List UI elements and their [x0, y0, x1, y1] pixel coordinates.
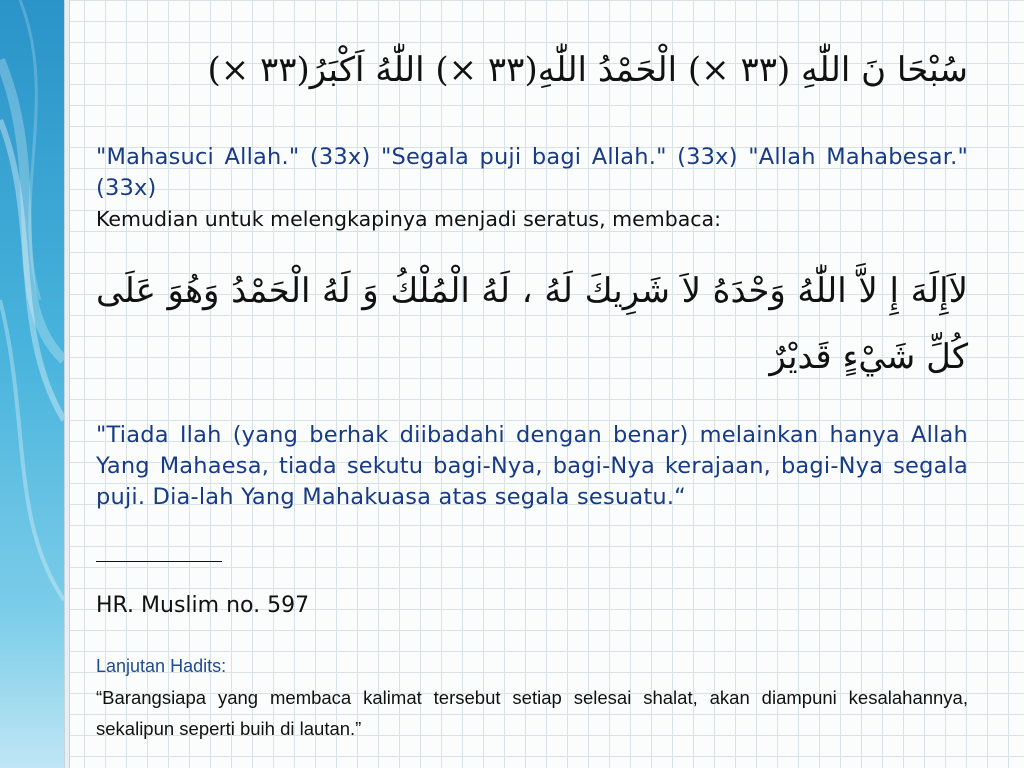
decorative-sidebar	[0, 0, 64, 768]
tasbih-translation: "Mahasuci Allah." (33x) "Segala puji bagi Allah." (33x) "Allah Mahabesar." (33x)	[96, 144, 968, 201]
arabic-tahlil-text: لاَإِلَهَ إِ لاَّ اللّٰهُ وَحْدَهُ لاَ شَرِيكَ لَهُ ، لَهُ الْمُلْكُ وَ لَهُ الْحَمْدُ وَهُوَ عَلَى كُلِّ شَيْءٍ قَديْرٌ	[96, 271, 968, 377]
arabic-tasbih-text: سُبْحَا نَ اللّٰهِ (٣٣ ×) الْحَمْدُ اللّٰهِ(٣٣ ×) اللّٰهُ اَكْبَرُ(٣٣ ×)	[207, 50, 968, 90]
continuation-heading: Lanjutan Hadits:	[96, 656, 227, 676]
hadith-reference: HR. Muslim no. 597	[96, 593, 310, 618]
tahlil-translation: "Tiada Ilah (yang berhak diibadahi dengan benar) melainkan hanya Allah Yang Mahaesa, tiada sekutu bagi-Nya, bagi-Nya kerajaan, bagi-Nya segala puji. Dia-lah Yang Mahakuasa atas segala sesuatu.“	[96, 422, 968, 510]
continuation-text: “Barangsiapa yang membaca kalimat tersebut setiap selesai shalat, akan diampuni kesalahannya, sekalipun seperti buih di lautan.”	[96, 687, 968, 739]
instruction-text: Kemudian untuk melengkapinya menjadi seratus, membaca:	[96, 207, 722, 231]
wave-decoration	[0, 0, 64, 768]
footnote-separator	[96, 561, 222, 562]
sidebar-divider	[64, 0, 70, 768]
